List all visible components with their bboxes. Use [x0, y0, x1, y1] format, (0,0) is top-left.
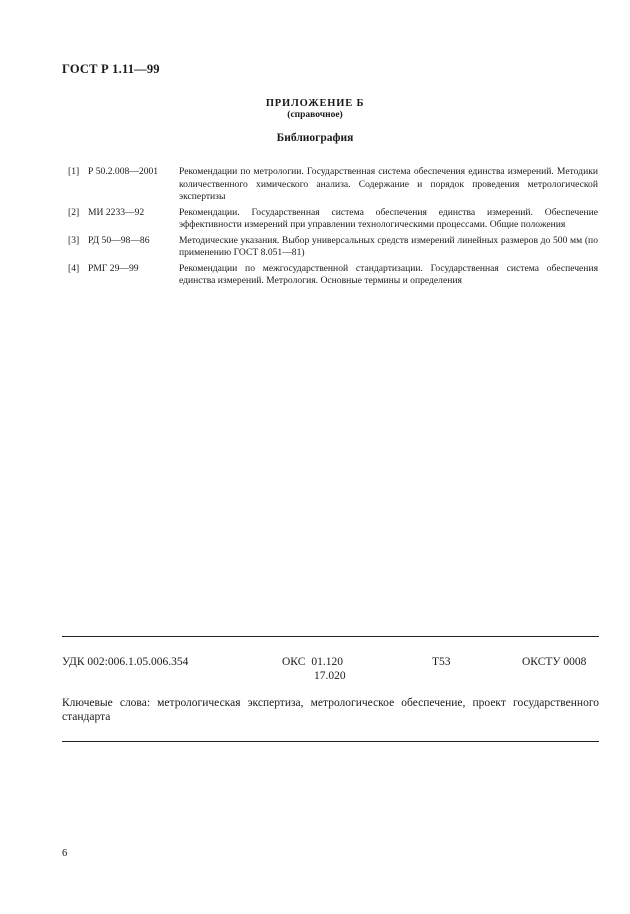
bibliography-entry — [68, 263, 598, 288]
oks-code-secondary: 17.020 — [314, 670, 346, 682]
bibliography-entry — [68, 166, 598, 204]
oks-label: ОКС — [282, 656, 306, 668]
entry-code: Р 50.2.008—2001 — [88, 166, 159, 177]
oks-classification — [282, 656, 343, 669]
entry-code: РМГ 29—99 — [88, 262, 139, 274]
entry-text: Рекомендации по межгосударственной стандартизации. Государственная система обеспечения единства измерений. Метрология. Основные термины и определения — [179, 262, 598, 286]
entry-number: [4] — [68, 262, 80, 274]
oks-code-primary: 01.120 — [311, 656, 343, 668]
okstu-code: ОКСТУ 0008 — [522, 656, 587, 668]
entry-text: Рекомендации по метрологии. Государственная система обеспечения единства измерений. Методики количественного химического анализа. Содержание и порядок проведения метрологической экспертизы — [179, 166, 598, 202]
document-code-header: ГОСТ Р 1.11—99 — [62, 62, 160, 76]
page-number: 6 — [62, 848, 68, 859]
bibliography-entry — [68, 207, 598, 232]
entry-number: [3] — [68, 234, 80, 246]
entry-text: Рекомендации. Государственная система обеспечения единства измерений. Обеспечение эффективности измерений при управлении технологическими процессами. Общие положения — [179, 206, 598, 230]
appendix-subtitle: (справочное) — [287, 110, 343, 120]
udk-code: УДК 002:006.1.05.006.354 — [62, 656, 189, 668]
entry-text: Методические указания. Выбор универсальных средств измерений линейных размеров до 500 мм (по применению ГОСТ 8.051—81) — [179, 234, 598, 258]
bibliography-entry — [68, 235, 598, 260]
t-code: Т53 — [432, 656, 451, 668]
divider-bottom — [62, 741, 599, 742]
appendix-title: ПРИЛОЖЕНИЕ Б — [265, 98, 365, 109]
entry-number: [1] — [68, 166, 80, 177]
entry-number: [2] — [68, 206, 80, 218]
keywords-text: Ключевые слова: метрологическая экспертиза, метрологическое обеспечение, проект государственного стандарта — [62, 697, 599, 723]
bibliography-title: Библиография — [276, 132, 354, 144]
entry-code: РД 50—98—86 — [88, 234, 150, 246]
bibliography-list — [68, 166, 598, 291]
divider-top — [62, 636, 599, 637]
entry-code: МИ 2233—92 — [88, 206, 145, 218]
